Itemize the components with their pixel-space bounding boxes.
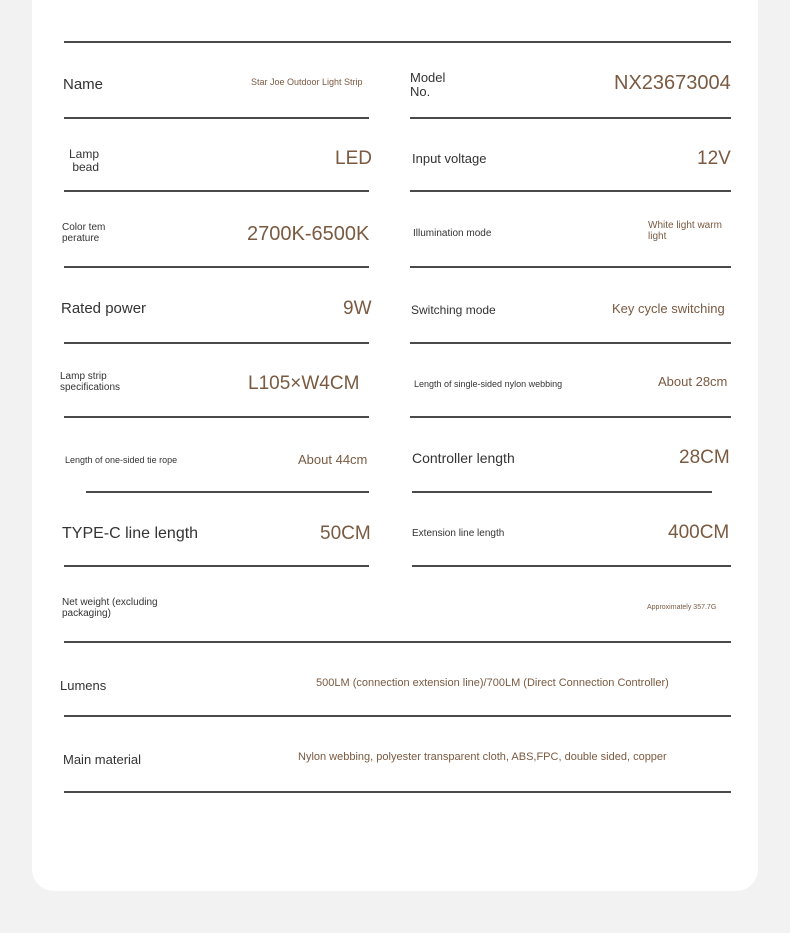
controller-length-value: 28CM (679, 447, 730, 468)
model-value: NX23673004 (614, 72, 731, 94)
switching-mode-value: Key cycle switching (612, 301, 725, 316)
lamp-bead-value: LED (335, 148, 372, 169)
switching-mode-label: Switching mode (411, 303, 496, 317)
net-weight-label: Net weight (excluding packaging) (62, 597, 158, 619)
webbing-length-label: Length of single-sided nylon webbing (414, 379, 563, 389)
color-temp-label: Color tem perature (62, 222, 106, 244)
extension-length-label: Extension line length (412, 528, 505, 539)
divider (64, 791, 731, 793)
name-label: Name (63, 76, 104, 93)
lamp-bead-label: Lamp bead (69, 147, 100, 174)
typec-length-label: TYPE-C line length (62, 525, 199, 542)
divider (64, 190, 369, 192)
main-material-label: Main material (63, 752, 142, 767)
divider (86, 491, 369, 493)
controller-length-label: Controller length (412, 450, 515, 466)
divider (64, 565, 369, 567)
lumens-value: 500LM (connection extension line)/700LM (Direct Connection Controller) (316, 677, 669, 689)
webbing-length-value: About 28cm (658, 374, 728, 389)
divider (64, 41, 731, 43)
divider (64, 715, 731, 717)
divider (412, 491, 712, 493)
divider (410, 190, 731, 192)
divider (64, 416, 369, 418)
lamp-strip-spec-label: Lamp strip specifications (60, 371, 121, 393)
tie-rope-length-label: Length of one-sided tie rope (65, 455, 178, 465)
divider (412, 565, 731, 567)
color-temp-value: 2700K-6500K (247, 223, 370, 245)
rated-power-value: 9W (343, 298, 372, 319)
typec-length-value: 50CM (320, 523, 371, 544)
divider (64, 266, 369, 268)
input-voltage-value: 12V (697, 148, 731, 169)
divider (410, 266, 731, 268)
extension-length-value: 400CM (668, 522, 730, 543)
divider (410, 416, 731, 418)
model-label: Model No. (410, 70, 446, 99)
lamp-strip-spec-value: L105×W4CM (248, 373, 360, 394)
divider (64, 117, 369, 119)
main-material-value: Nylon webbing, polyester transparent cloth, ABS,FPC, double sided, copper (298, 751, 667, 763)
divider (410, 117, 731, 119)
divider (410, 342, 731, 344)
divider (64, 342, 369, 344)
rated-power-label: Rated power (61, 300, 147, 317)
net-weight-value: Approximately 357.7G (647, 604, 717, 611)
input-voltage-label: Input voltage (412, 151, 487, 166)
illumination-mode-label: Illumination mode (413, 228, 492, 239)
divider (64, 641, 731, 643)
tie-rope-length-value: About 44cm (298, 452, 368, 467)
illumination-mode-value: White light warm light (648, 220, 722, 242)
name-value: Star Joe Outdoor Light Strip (251, 77, 363, 87)
lumens-label: Lumens (60, 678, 107, 693)
